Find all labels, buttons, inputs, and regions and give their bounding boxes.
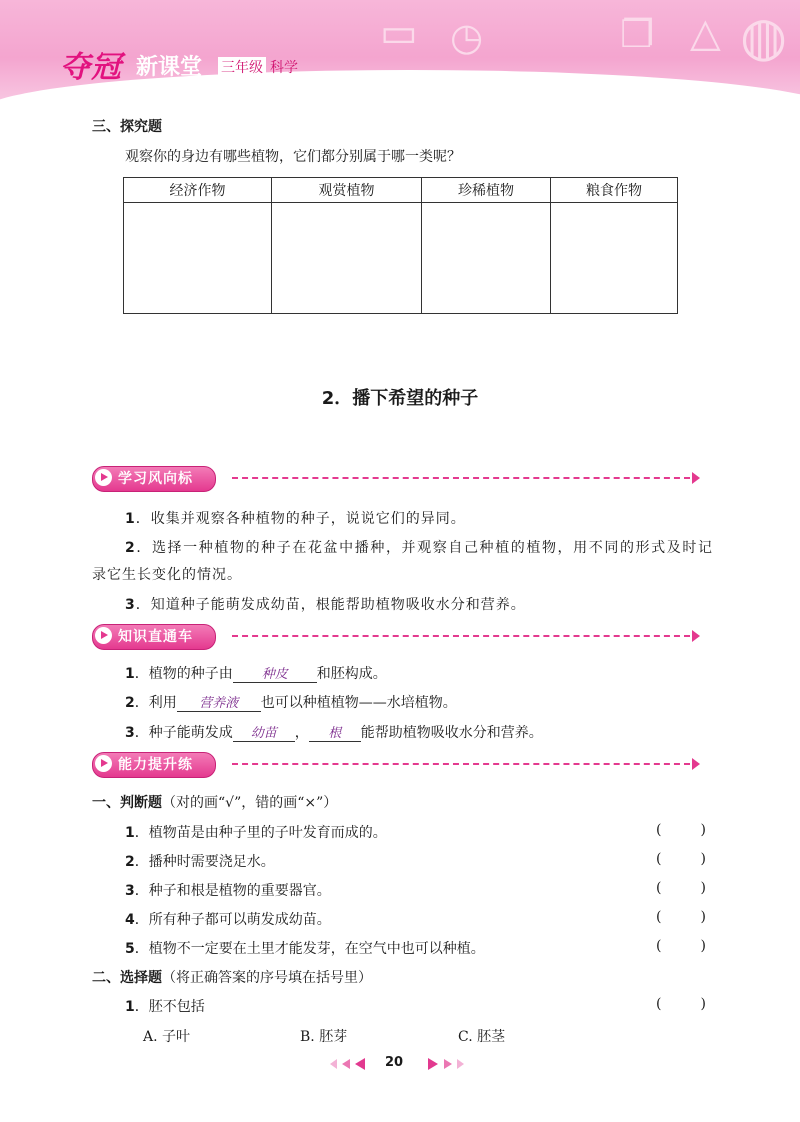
play-icon — [95, 755, 112, 772]
choice-section-title: 二、选择题（将正确答案的序号填在括号里） — [92, 970, 372, 986]
answer-cell[interactable] — [551, 203, 678, 314]
answer-parens[interactable]: ( ) — [656, 880, 706, 896]
play-icon — [95, 469, 112, 486]
answer-parens[interactable]: ( ) — [656, 996, 706, 1012]
answer-cell[interactable] — [272, 203, 422, 314]
grade-label: 三年级 — [218, 57, 266, 77]
arrow-icon — [692, 472, 700, 484]
globe-deco-icon: ◍ — [740, 5, 788, 68]
list-item: 1．收集并观察各种植物的种子，说说它们的异同。 — [125, 511, 466, 527]
list-item: 2．选择一种植物的种子在花盆中播种，并观察自己种植的植物，用不同的形式及时记 — [125, 540, 714, 556]
arrow-icon — [692, 630, 700, 642]
answer-blank[interactable]: 幼苗 — [233, 722, 295, 742]
book-deco-icon: ▭ — [380, 10, 418, 56]
column-header: 经济作物 — [124, 178, 272, 203]
ability-banner: 能力提升练 — [92, 752, 704, 778]
judge-item: 3．种子和根是植物的重要器官。 — [125, 883, 331, 899]
section-title: 三、探究题 — [92, 119, 162, 135]
list-item: 3．知道种子能萌发成幼苗，根能帮助植物吸收水分和营养。 — [125, 597, 526, 613]
choice-option[interactable]: C. 胚茎 — [458, 1029, 506, 1045]
column-header: 珍稀植物 — [422, 178, 551, 203]
answer-cell[interactable] — [124, 203, 272, 314]
judge-section-title: 一、判断题（对的画“√”，错的画“×”） — [92, 795, 338, 811]
choice-option[interactable]: A. 子叶 — [143, 1029, 191, 1045]
judge-item: 2．播种时需要浇足水。 — [125, 854, 275, 870]
next-arrow-icon — [444, 1059, 452, 1069]
list-item-continued: 录它生长变化的情况。 — [92, 567, 242, 583]
column-header: 观赏植物 — [272, 178, 422, 203]
question-text: 观察你的身边有哪些植物，它们都分别属于哪一类呢？ — [125, 149, 461, 165]
next-arrow-icon — [428, 1058, 438, 1070]
prev-arrow-icon — [342, 1059, 350, 1069]
judge-item: 5．植物不一定要在土里才能发芽，在空气中也可以种植。 — [125, 941, 485, 957]
clock-deco-icon: ◷ — [450, 15, 484, 59]
answer-blank[interactable]: 种皮 — [233, 663, 317, 683]
answer-parens[interactable]: ( ) — [656, 851, 706, 867]
plant-table — [123, 177, 678, 314]
answer-parens[interactable]: ( ) — [656, 822, 706, 838]
play-icon — [95, 627, 112, 644]
next-arrow-icon — [457, 1059, 464, 1069]
answer-blank[interactable]: 营养液 — [177, 692, 261, 712]
arrow-icon — [692, 758, 700, 770]
fill-question: 2．利用 营养液 也可以种植植物——水培植物。 — [125, 692, 457, 712]
knowledge-banner: 知识直通车 — [92, 624, 704, 650]
subject-label: 科学 — [270, 60, 298, 76]
fill-question: 1．植物的种子由 种皮 和胚构成。 — [125, 663, 387, 683]
page-header — [0, 0, 800, 105]
brand-subtitle: 新课堂 — [136, 55, 203, 80]
answer-parens[interactable]: ( ) — [656, 938, 706, 954]
choice-item: 1．胚不包括 — [125, 999, 205, 1015]
choice-option[interactable]: B. 胚芽 — [300, 1029, 348, 1045]
answer-cell[interactable] — [422, 203, 551, 314]
brand-logo: 夺冠 — [60, 50, 122, 85]
judge-item: 4．所有种子都可以萌发成幼苗。 — [125, 912, 331, 928]
answer-blank[interactable]: 根 — [309, 722, 361, 742]
fill-question: 3．种子能萌发成 幼苗 ， 根 能帮助植物吸收水分和营养。 — [125, 722, 543, 742]
judge-item: 1．植物苗是由种子里的子叶发育而成的。 — [125, 825, 387, 841]
compass-deco-icon: △ — [690, 10, 721, 56]
lesson-title: 2．播下希望的种子 — [321, 388, 479, 409]
prev-arrow-icon — [355, 1058, 365, 1070]
column-header: 粮食作物 — [551, 178, 678, 203]
prev-arrow-icon — [330, 1059, 337, 1069]
page-number: 20 — [385, 1055, 404, 1070]
open-book-deco-icon: ❐ — [620, 12, 655, 56]
study-banner: 学习风向标 — [92, 466, 704, 492]
answer-parens[interactable]: ( ) — [656, 909, 706, 925]
